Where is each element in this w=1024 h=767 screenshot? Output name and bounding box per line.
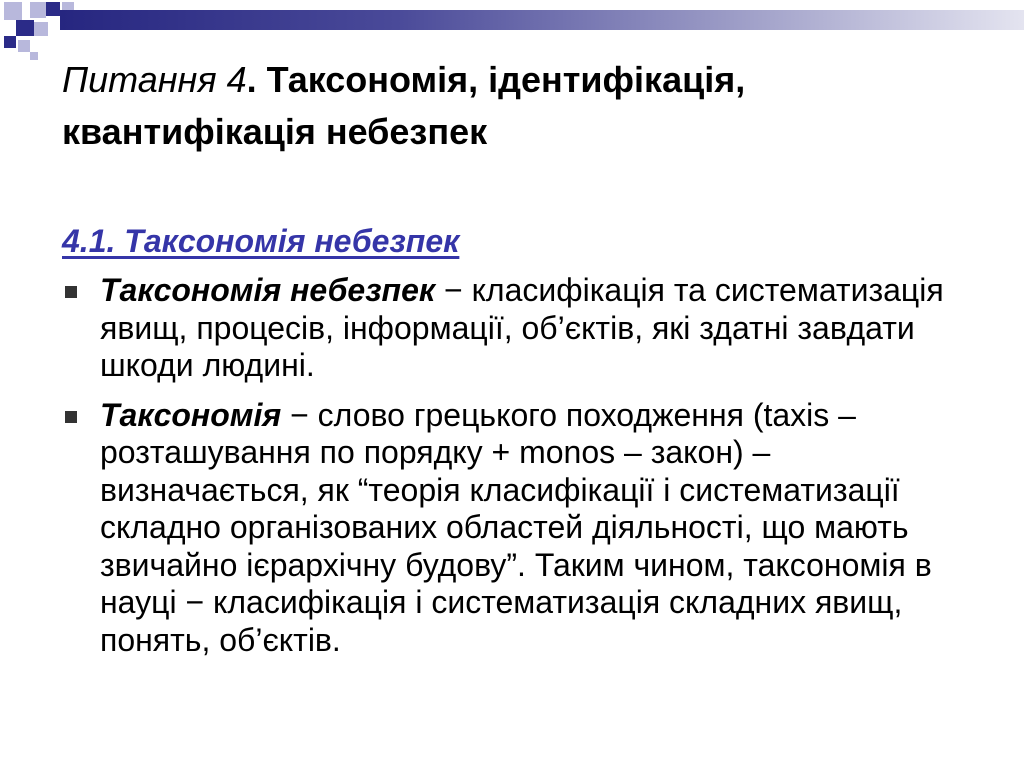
corner-square-light-3: [62, 2, 74, 10]
corner-square-light-4: [34, 22, 48, 36]
corner-square-light-6: [30, 52, 38, 60]
corner-square-light-5: [18, 40, 30, 52]
title-text: . Таксономія, ідентифікація, квантифікація небезпек: [62, 59, 746, 152]
bullet-list: [62, 272, 982, 659]
bullet-term: Таксономія: [100, 396, 282, 433]
bullet-text: − слово грецького походження (taxis – розташування по порядку + monos – закон) – визначається, як “теорія класифікації і систематизації складно організованих областей діяльності, що мають звичайно ієрархічну будову”. Таким чином, таксономія в науці − класифікація і систематизація складних явищ, понять, об’єктів.: [100, 396, 932, 658]
title-question-number: Питання 4: [62, 59, 247, 100]
corner-square-dark-3: [4, 36, 16, 48]
slide-title: [62, 54, 962, 158]
bullet-term: Таксономія небезпек: [100, 272, 436, 308]
square-bullet-icon: [65, 411, 77, 423]
bullet-item: [62, 397, 982, 660]
square-bullet-icon: [65, 286, 77, 298]
corner-square-light-2: [30, 2, 46, 18]
bullet-item: [62, 272, 982, 385]
section-heading: 4.1. Таксономія небезпек: [62, 223, 460, 259]
bullet-text: − класифікація та систематизація явищ, процесів, інформації, об’єктів, які здатні завдати шкоди людині.: [100, 272, 944, 383]
corner-square-dark-2: [16, 20, 34, 36]
corner-square-dark-1: [46, 2, 60, 16]
title-gradient-bar: [60, 10, 1024, 30]
corner-square-light-1: [4, 2, 22, 20]
